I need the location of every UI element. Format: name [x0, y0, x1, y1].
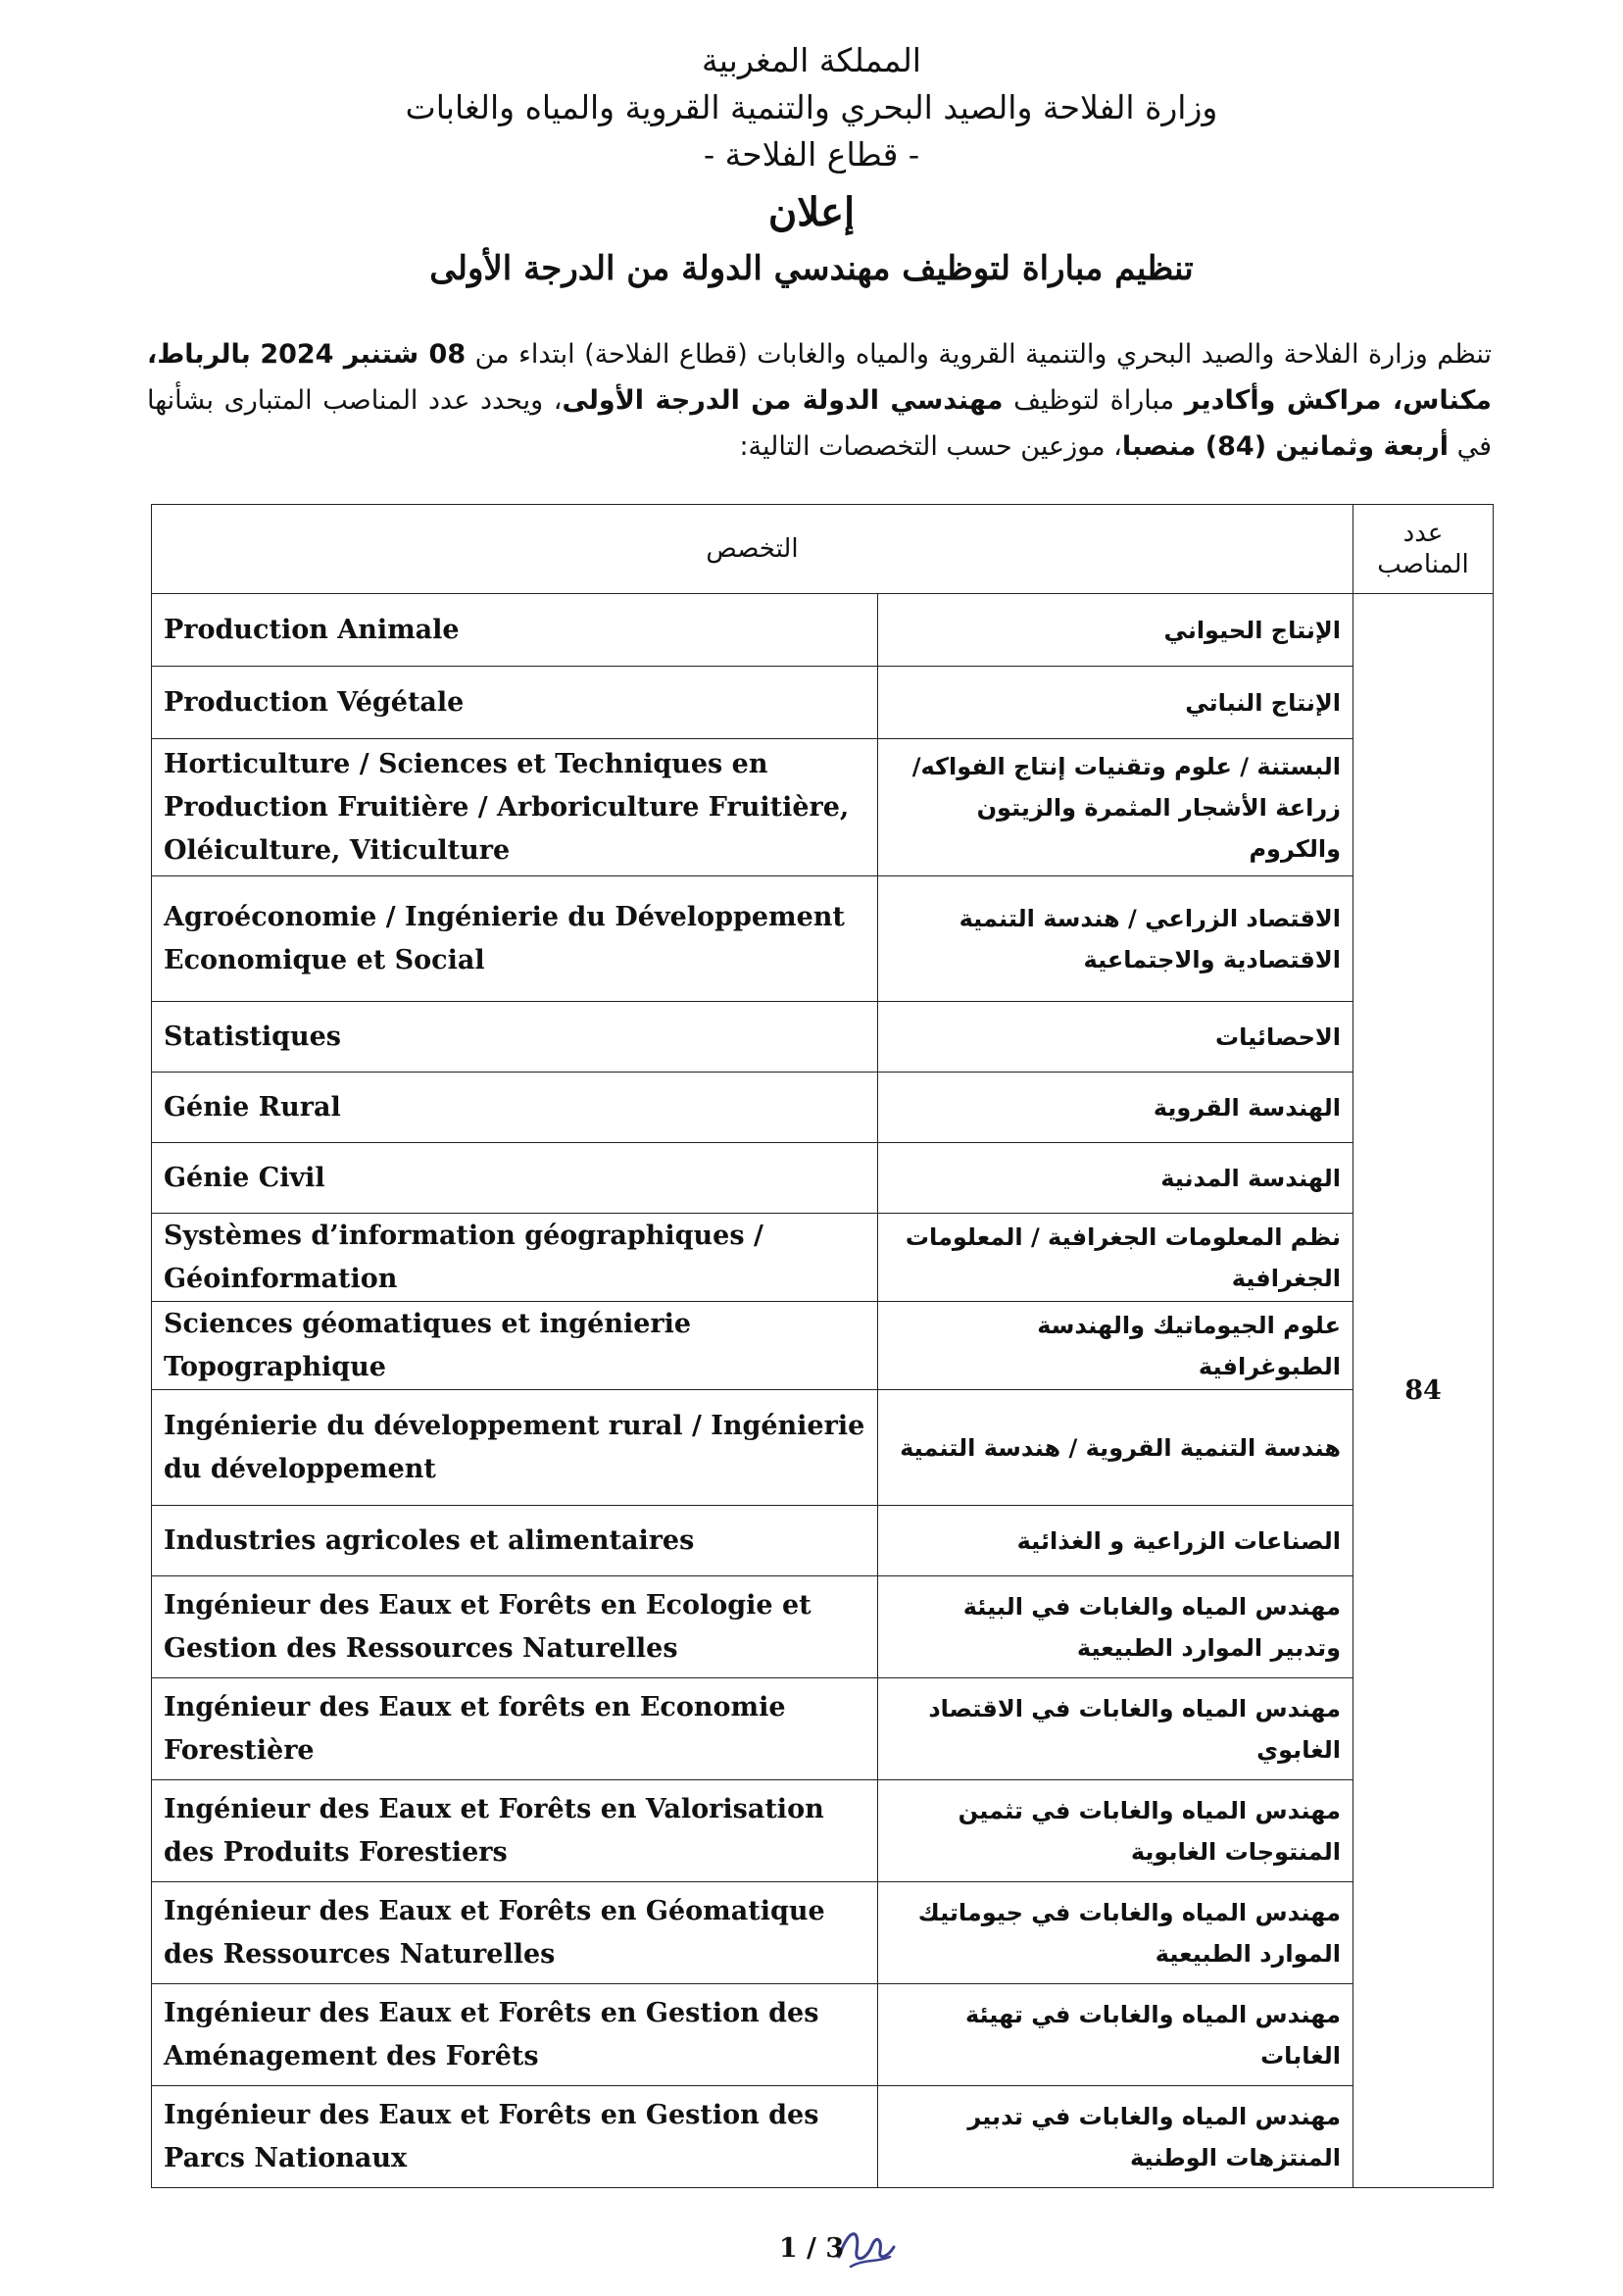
specialty-french: Ingénieur des Eaux et Forêts en Gestion des Parcs Nationaux: [152, 2086, 878, 2188]
table-row: [152, 1506, 1494, 1576]
table-row: [152, 1882, 1494, 1984]
specialty-french: Statistiques: [152, 1002, 878, 1073]
specialties-table: [151, 504, 1494, 2188]
specialty-french: Ingénierie du développement rural / Ingénierie du développement: [152, 1390, 878, 1506]
specialty-french: Industries agricoles et alimentaires: [152, 1506, 878, 1576]
specialty-french: Agroéconomie / Ingénierie du Développement Economique et Social: [152, 876, 878, 1002]
intro-text-5: ، موزعين حسب التخصصات التالية:: [739, 431, 1122, 462]
announcement-title: إعلان: [767, 189, 856, 235]
table-row: [152, 2086, 1494, 2188]
page-number: 1 / 3: [778, 2233, 845, 2264]
table-row: [152, 1302, 1494, 1390]
specialty-arabic: مهندس المياه والغابات في جيوماتيك الموارد الطبيعية: [878, 1882, 1353, 1984]
intro-date: 08 شتنبر 2024: [260, 339, 467, 370]
specialty-arabic: مهندس المياه والغابات في البيئة وتدبير الموارد الطبيعية: [878, 1576, 1353, 1678]
specialty-french: Horticulture / Sciences et Techniques en Production Fruitière / Arboriculture Fruitière, Oléiculture, Viticulture: [152, 739, 878, 876]
specialty-arabic: الإنتاج النباتي: [878, 667, 1353, 739]
specialty-french: Production Animale: [152, 594, 878, 667]
specialty-french: Ingénieur des Eaux et Forêts en Ecologie et Gestion des Ressources Naturelles: [152, 1576, 878, 1678]
table-row: [152, 1143, 1494, 1214]
table-row: [152, 667, 1494, 739]
intro-text-3: مباراة لتوظيف: [1003, 385, 1185, 416]
specialty-french: Génie Civil: [152, 1143, 878, 1214]
specialty-arabic: مهندس المياه والغابات في تهيئة الغابات: [878, 1984, 1353, 2086]
specialty-french: Ingénieur des Eaux et Forêts en Géomatique des Ressources Naturelles: [152, 1882, 878, 1984]
specialty-arabic: البستنة / علوم وتقنيات إنتاج الفواكه/ زراعة الأشجار المثمرة والزيتون والكروم: [878, 739, 1353, 876]
announcement-subject: تنظيم مباراة لتوظيف مهندسي الدولة من الدرجة الأولى: [429, 249, 1194, 288]
intro-text-1: تنظم وزارة الفلاحة والصيد البحري والتنمية القروية والمياه والغابات (قطاع الفلاحة) ابتداء من: [466, 339, 1493, 370]
specialty-arabic: الإنتاج الحيواني: [878, 594, 1353, 667]
specialty-french: Systèmes d’information géographiques / Géoinformation: [152, 1214, 878, 1302]
intro-text-4: ، ويحدد عدد المناصب المتبارى بشأنها في: [147, 385, 1492, 462]
specialty-arabic: مهندس المياه والغابات في تدبير المنتزهات الوطنية: [878, 2086, 1353, 2188]
table-row: [152, 1073, 1494, 1143]
document-header: [0, 37, 1623, 294]
specialty-arabic: الهندسة القروية: [878, 1073, 1353, 1143]
specialty-arabic: نظم المعلومات الجغرافية / المعلومات الجغرافية: [878, 1214, 1353, 1302]
intro-cities: بالرباط، مكناس، مراكش وأكادير: [147, 339, 1492, 416]
specialty-french: Génie Rural: [152, 1073, 878, 1143]
specialty-arabic: الاقتصاد الزراعي / هندسة التنمية الاقتصادية والاجتماعية: [878, 876, 1353, 1002]
table-row: [152, 876, 1494, 1002]
specialty-arabic: علوم الجيوماتيك والهندسة الطبوغرافية: [878, 1302, 1353, 1390]
table-row: [152, 1576, 1494, 1678]
total-post-count: 84: [1353, 594, 1494, 2188]
table-body: [152, 594, 1494, 2188]
specialty-arabic: هندسة التنمية القروية / هندسة التنمية: [878, 1390, 1353, 1506]
header-post-count: عدد المناصب: [1353, 505, 1494, 594]
specialty-arabic: مهندس المياه والغابات في الاقتصاد الغابوي: [878, 1678, 1353, 1780]
table-header-row: [152, 505, 1494, 594]
intro-paragraph: [147, 331, 1492, 470]
header-specialty: التخصص: [152, 505, 1353, 594]
table-row: [152, 594, 1494, 667]
table-row: [152, 1984, 1494, 2086]
specialty-french: Production Végétale: [152, 667, 878, 739]
kingdom-title: المملكة المغربية: [702, 41, 921, 79]
table-row: [152, 1678, 1494, 1780]
specialty-french: Sciences géomatiques et ingénierie Topographique: [152, 1302, 878, 1390]
specialty-french: Ingénieur des Eaux et Forêts en Valorisation des Produits Forestiers: [152, 1780, 878, 1882]
table-row: [152, 1390, 1494, 1506]
table-row: [152, 1002, 1494, 1073]
intro-grade: مهندسي الدولة من الدرجة الأولى: [562, 385, 1004, 416]
specialty-french: Ingénieur des Eaux et forêts en Economie Forestière: [152, 1678, 878, 1780]
specialty-french: Ingénieur des Eaux et Forêts en Gestion des Aménagement des Forêts: [152, 1984, 878, 2086]
intro-count: أربعة وثمانين (84) منصبا: [1121, 431, 1449, 462]
specialty-arabic: الصناعات الزراعية و الغذائية: [878, 1506, 1353, 1576]
table-row: [152, 1214, 1494, 1302]
specialty-arabic: مهندس المياه والغابات في تثمين المنتوجات الغابوية: [878, 1780, 1353, 1882]
specialty-arabic: الاحصائيات: [878, 1002, 1353, 1073]
specialty-arabic: الهندسة المدنية: [878, 1143, 1353, 1214]
sector-title: - قطاع الفلاحة -: [703, 135, 920, 174]
intro-text-2: [251, 339, 261, 370]
table-row: [152, 1780, 1494, 1882]
table-row: [152, 739, 1494, 876]
ministry-title: وزارة الفلاحة والصيد البحري والتنمية القروية والمياه والغابات: [405, 88, 1218, 126]
